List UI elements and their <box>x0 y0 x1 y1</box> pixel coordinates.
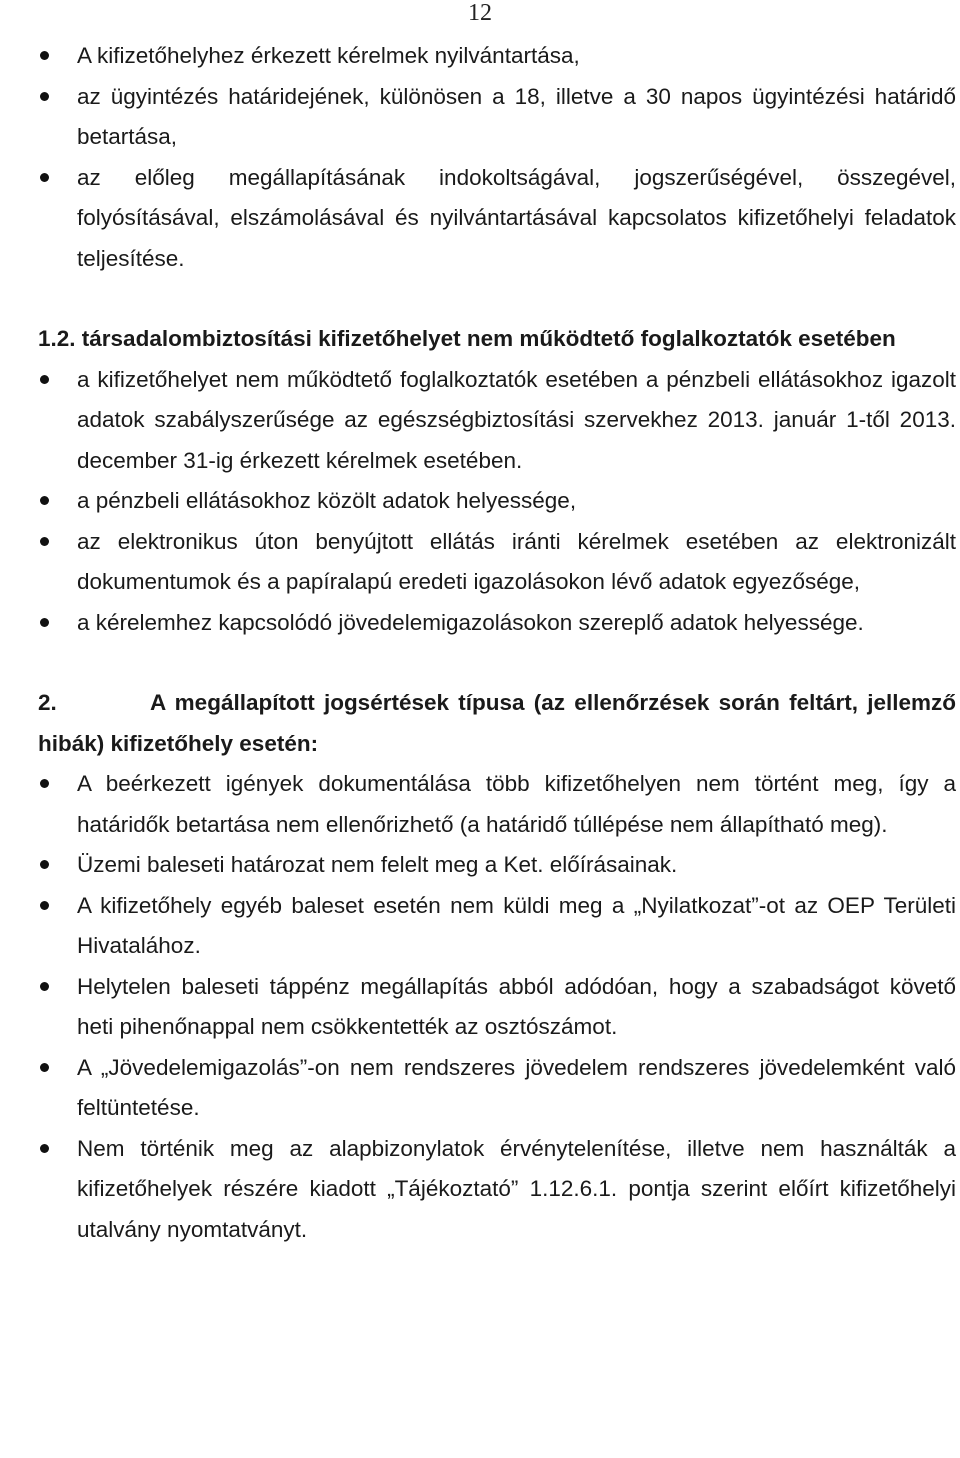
list-item: A kifizetőhely egyéb baleset esetén nem küldi meg a „Nyilatkozat”-ot az OEP Területi Hivatalához. <box>38 886 956 967</box>
list-item: a kifizetőhelyet nem működtető foglalkoztatók esetében a pénzbeli ellátásokhoz igazolt adatok szabályszerűsége az egészségbiztosítási szervekhez 2013. január 1-től 2013. december 31-ig érkezett kérelmek esetében. <box>38 360 956 482</box>
bullet-icon <box>40 92 49 101</box>
list-item: az elektronikus úton benyújtott ellátás iránti kérelmek esetében az elektronizált dokumentumok és a papíralapú eredeti igazolásokon lévő adatok egyezősége, <box>38 522 956 603</box>
bullet-icon <box>40 173 49 182</box>
bullet-icon <box>40 618 49 627</box>
bullet-icon <box>40 537 49 546</box>
list-item: A „Jövedelemigazolás”-on nem rendszeres jövedelem rendszeres jövedelemként való feltüntetése. <box>38 1048 956 1129</box>
list-item: Üzemi baleseti határozat nem felelt meg a Ket. előírásainak. <box>38 845 956 886</box>
section-heading-2 <box>38 683 956 764</box>
bullet-icon <box>40 779 49 788</box>
section2-list <box>38 764 956 1250</box>
list-item: a kérelemhez kapcsolódó jövedelemigazolásokon szereplő adatok helyessége. <box>38 603 956 644</box>
page-number: 12 <box>468 0 492 26</box>
section-heading-1-2: 1.2. társadalombiztosítási kifizetőhelyet nem működtető foglalkoztatók esetében <box>38 326 896 351</box>
bullet-icon <box>40 1063 49 1072</box>
bullet-icon <box>40 860 49 869</box>
list-item: a pénzbeli ellátásokhoz közölt adatok helyessége, <box>38 481 956 522</box>
bullet-icon <box>40 51 49 60</box>
list-item: A kifizetőhelyhez érkezett kérelmek nyilvántartása, <box>38 36 956 77</box>
section-title: A megállapított jogsértések típusa (az ellenőrzések során feltárt, jellemző hibák) kifizetőhely esetén: <box>38 690 956 756</box>
list-item: Nem történik meg az alapbizonylatok érvénytelenítése, illetve nem használták a kifizetőhelyek részére kiadott „Tájékoztató” 1.12.6.1. pontja szerint előírt kifizetőhelyi utalvány nyomtatványt. <box>38 1129 956 1251</box>
list-item: Helytelen baleseti táppénz megállapítás abból adódóan, hogy a szabadságot követő heti pihenőnappal nem csökkentették az osztószámot. <box>38 967 956 1048</box>
bullet-icon <box>40 496 49 505</box>
section12-list <box>38 360 956 644</box>
list-item: az előleg megállapításának indokoltságával, jogszerűségével, összegével, folyósításával, elszámolásával és nyilvántartásával kapcsolatos kifizetőhelyi feladatok teljesítése. <box>38 158 956 280</box>
section1-list <box>38 36 956 279</box>
section-number: 2. <box>38 690 57 715</box>
list-item: A beérkezett igények dokumentálása több kifizetőhelyen nem történt meg, így a határidők betartása nem ellenőrizhető (a határidő túllépése nem állapítható meg). <box>38 764 956 845</box>
bullet-icon <box>40 982 49 991</box>
list-item: az ügyintézés határidejének, különösen a 18, illetve a 30 napos ügyintézési határidő betartása, <box>38 77 956 158</box>
bullet-icon <box>40 1144 49 1153</box>
bullet-icon <box>40 901 49 910</box>
bullet-icon <box>40 375 49 384</box>
document-body <box>38 36 956 1250</box>
